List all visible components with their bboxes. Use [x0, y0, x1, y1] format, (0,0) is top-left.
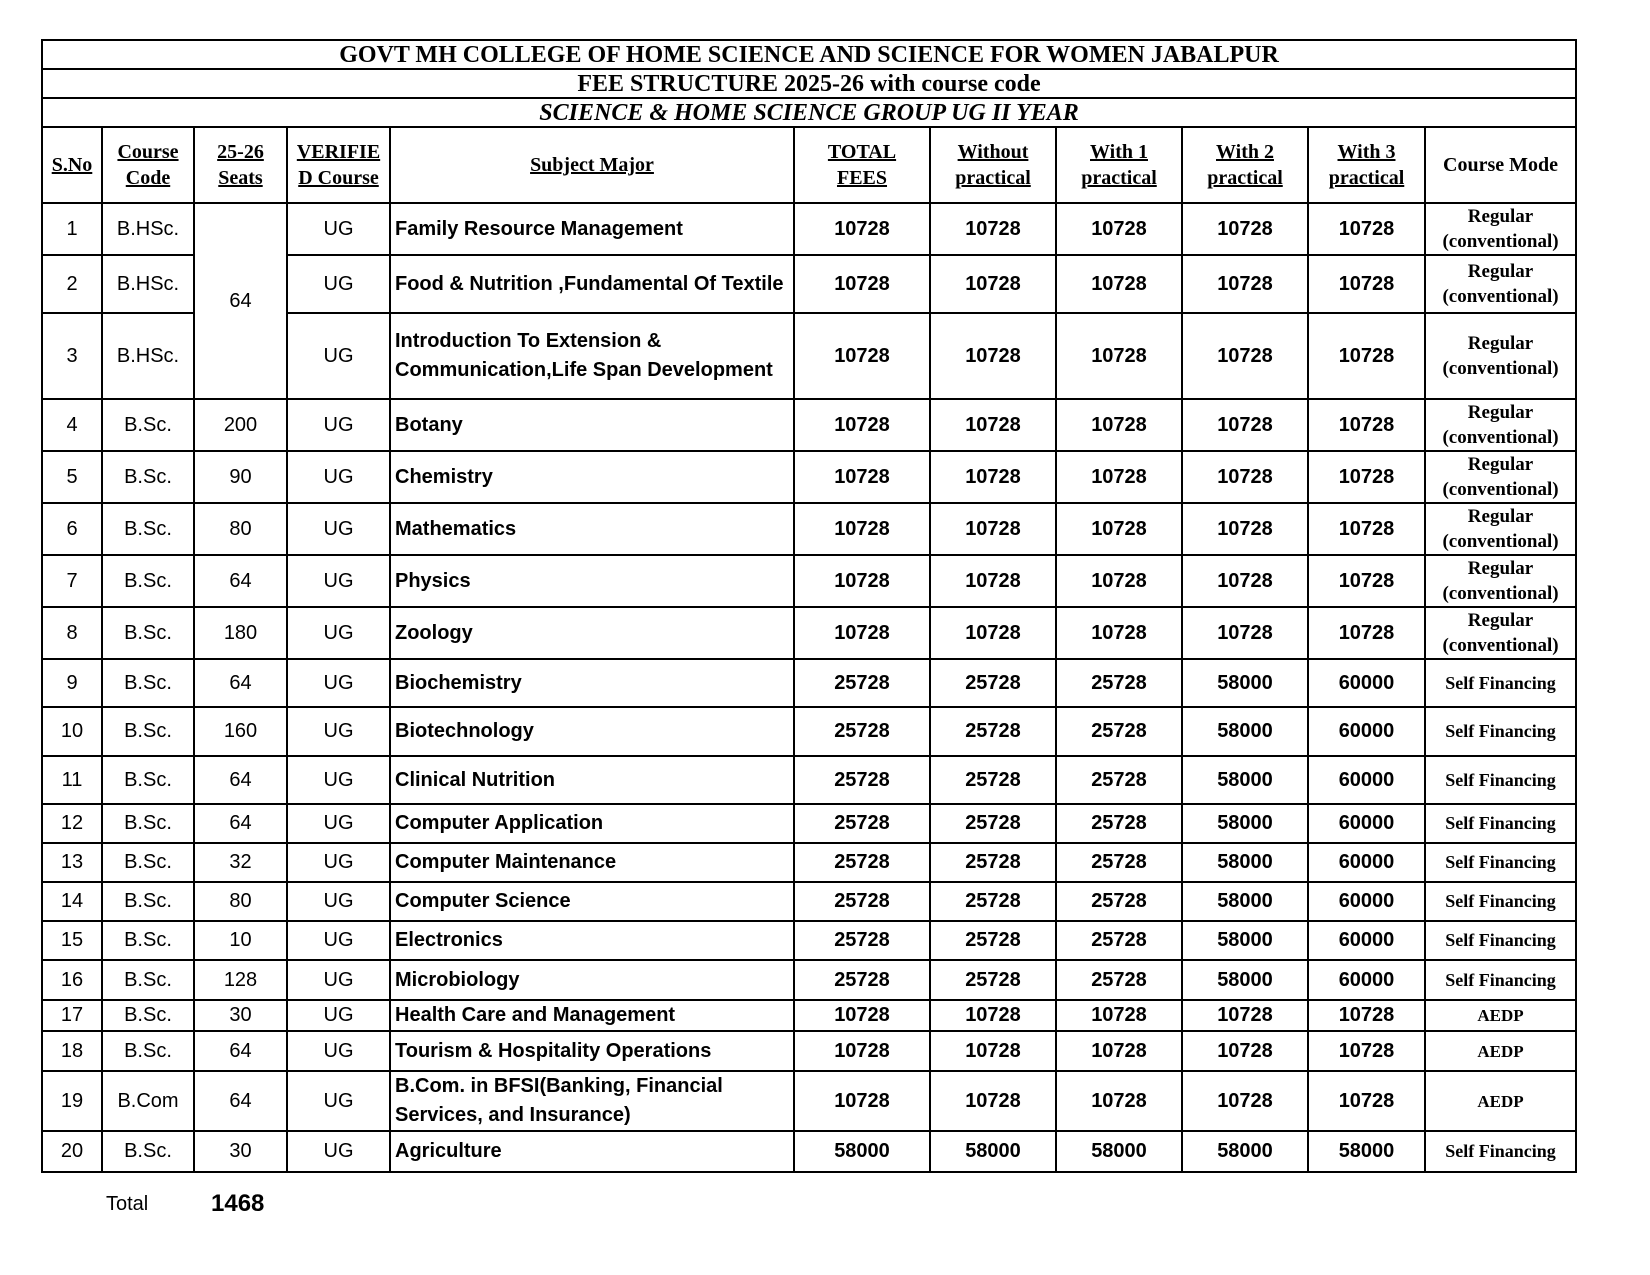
course-mode-cell: Regular (conventional): [1425, 607, 1576, 659]
course-mode-cell: AEDP: [1425, 1071, 1576, 1131]
course-mode-cell: Self Financing: [1425, 756, 1576, 804]
with-2-practical-cell: 10728: [1182, 607, 1308, 659]
verified-course-cell: UG: [287, 1031, 390, 1071]
without-practical-cell: 10728: [930, 503, 1056, 555]
course-mode-cell: Self Financing: [1425, 921, 1576, 960]
header-sno: S.No: [42, 127, 102, 203]
with-3-practical-cell: 60000: [1308, 882, 1425, 921]
header-course-mode: Course Mode: [1425, 127, 1576, 203]
sno-cell: 12: [42, 804, 102, 843]
subject-major-cell: Health Care and Management: [390, 1000, 794, 1031]
with-3-practical-cell: 60000: [1308, 960, 1425, 1000]
verified-course-cell: UG: [287, 451, 390, 503]
sno-cell: 10: [42, 707, 102, 756]
header-seats: 25-26 Seats: [194, 127, 287, 203]
with-1-practical-cell: 10728: [1056, 255, 1182, 313]
with-2-practical-cell: 58000: [1182, 882, 1308, 921]
table-row: [42, 659, 1576, 707]
course-code-cell: B.Sc.: [102, 843, 194, 882]
sno-cell: 19: [42, 1071, 102, 1131]
sno-cell: 1: [42, 203, 102, 255]
with-2-practical-cell: 58000: [1182, 804, 1308, 843]
course-mode-cell: Self Financing: [1425, 960, 1576, 1000]
table-row: [42, 555, 1576, 607]
table-row: [42, 882, 1576, 921]
total-fees-cell: 25728: [794, 921, 930, 960]
title-row-1: [42, 40, 1576, 69]
sno-cell: 7: [42, 555, 102, 607]
fee-structure-table: [41, 39, 1577, 1173]
seats-cell: 64: [194, 756, 287, 804]
subject-major-cell: Agriculture: [390, 1131, 794, 1172]
with-2-practical-cell: 58000: [1182, 960, 1308, 1000]
table-row: [42, 503, 1576, 555]
with-3-practical-cell: 60000: [1308, 756, 1425, 804]
table-row: [42, 756, 1576, 804]
sno-cell: 2: [42, 255, 102, 313]
verified-course-cell: UG: [287, 843, 390, 882]
sno-cell: 14: [42, 882, 102, 921]
subject-major-cell: Computer Maintenance: [390, 843, 794, 882]
subject-major-cell: B.Com. in BFSI(Banking, Financial Services, and Insurance): [390, 1071, 794, 1131]
subject-major-cell: Microbiology: [390, 960, 794, 1000]
table-row: [42, 1131, 1576, 1172]
with-3-practical-cell: 10728: [1308, 313, 1425, 399]
course-code-cell: B.Sc.: [102, 804, 194, 843]
without-practical-cell: 25728: [930, 659, 1056, 707]
verified-course-cell: UG: [287, 399, 390, 451]
without-practical-cell: 10728: [930, 1031, 1056, 1071]
total-fees-cell: 10728: [794, 607, 930, 659]
sno-cell: 6: [42, 503, 102, 555]
with-2-practical-cell: 10728: [1182, 1031, 1308, 1071]
with-2-practical-cell: 58000: [1182, 756, 1308, 804]
course-mode-cell: Regular (conventional): [1425, 313, 1576, 399]
with-1-practical-cell: 10728: [1056, 399, 1182, 451]
with-2-practical-cell: 10728: [1182, 399, 1308, 451]
with-3-practical-cell: 60000: [1308, 921, 1425, 960]
college-title: GOVT MH COLLEGE OF HOME SCIENCE AND SCIENCE FOR WOMEN JABALPUR: [42, 40, 1576, 69]
subject-major-cell: Physics: [390, 555, 794, 607]
total-fees-cell: 25728: [794, 882, 930, 921]
with-1-practical-cell: 25728: [1056, 921, 1182, 960]
with-3-practical-cell: 10728: [1308, 255, 1425, 313]
title-row-2: [42, 69, 1576, 98]
course-code-cell: B.Com: [102, 1071, 194, 1131]
sno-cell: 15: [42, 921, 102, 960]
course-mode-cell: Self Financing: [1425, 1131, 1576, 1172]
total-fees-cell: 25728: [794, 756, 930, 804]
subject-major-cell: Introduction To Extension & Communication,Life Span Development: [390, 313, 794, 399]
with-2-practical-cell: 10728: [1182, 503, 1308, 555]
group-title: SCIENCE & HOME SCIENCE GROUP UG II YEAR: [42, 98, 1576, 127]
total-fees-cell: 10728: [794, 503, 930, 555]
seats-cell: 64: [194, 804, 287, 843]
course-code-cell: B.HSc.: [102, 203, 194, 255]
without-practical-cell: 10728: [930, 1000, 1056, 1031]
verified-course-cell: UG: [287, 804, 390, 843]
with-3-practical-cell: 60000: [1308, 804, 1425, 843]
seats-cell: 200: [194, 399, 287, 451]
with-1-practical-cell: 10728: [1056, 451, 1182, 503]
with-1-practical-cell: 10728: [1056, 607, 1182, 659]
course-code-cell: B.Sc.: [102, 451, 194, 503]
fee-structure-title: FEE STRUCTURE 2025-26 with course code: [42, 69, 1576, 98]
with-1-practical-cell: 25728: [1056, 960, 1182, 1000]
subject-major-cell: Electronics: [390, 921, 794, 960]
without-practical-cell: 10728: [930, 607, 1056, 659]
course-code-cell: B.Sc.: [102, 555, 194, 607]
subject-major-cell: Tourism & Hospitality Operations: [390, 1031, 794, 1071]
header-verified-course: VERIFIE D Course: [287, 127, 390, 203]
with-1-practical-cell: 10728: [1056, 203, 1182, 255]
sno-cell: 13: [42, 843, 102, 882]
table-row: [42, 1071, 1576, 1131]
course-code-cell: B.Sc.: [102, 659, 194, 707]
verified-course-cell: UG: [287, 313, 390, 399]
header-with-1-practical: With 1 practical: [1056, 127, 1182, 203]
table-row: [42, 1031, 1576, 1071]
with-1-practical-cell: 10728: [1056, 1031, 1182, 1071]
header-without-practical: Without practical: [930, 127, 1056, 203]
sno-cell: 17: [42, 1000, 102, 1031]
course-code-cell: B.Sc.: [102, 1000, 194, 1031]
with-2-practical-cell: 10728: [1182, 451, 1308, 503]
sno-cell: 20: [42, 1131, 102, 1172]
header-subject-major: Subject Major: [390, 127, 794, 203]
title-row-3: [42, 98, 1576, 127]
subject-major-cell: Family Resource Management: [390, 203, 794, 255]
course-mode-cell: Self Financing: [1425, 707, 1576, 756]
without-practical-cell: 58000: [930, 1131, 1056, 1172]
verified-course-cell: UG: [287, 555, 390, 607]
without-practical-cell: 25728: [930, 756, 1056, 804]
subject-major-cell: Zoology: [390, 607, 794, 659]
seats-cell: 80: [194, 503, 287, 555]
seats-cell: 90: [194, 451, 287, 503]
with-1-practical-cell: 10728: [1056, 1000, 1182, 1031]
total-fees-cell: 10728: [794, 1000, 930, 1031]
with-2-practical-cell: 58000: [1182, 843, 1308, 882]
with-2-practical-cell: 10728: [1182, 555, 1308, 607]
verified-course-cell: UG: [287, 1071, 390, 1131]
with-1-practical-cell: 25728: [1056, 659, 1182, 707]
table-row: [42, 607, 1576, 659]
seats-cell: 30: [194, 1131, 287, 1172]
with-3-practical-cell: 10728: [1308, 1000, 1425, 1031]
course-code-cell: B.Sc.: [102, 1131, 194, 1172]
with-3-practical-cell: 60000: [1308, 843, 1425, 882]
table-row: [42, 451, 1576, 503]
with-2-practical-cell: 58000: [1182, 921, 1308, 960]
seats-cell: 64: [194, 555, 287, 607]
header-row: [42, 127, 1576, 203]
with-1-practical-cell: 25728: [1056, 707, 1182, 756]
course-code-cell: B.Sc.: [102, 882, 194, 921]
sno-cell: 3: [42, 313, 102, 399]
course-code-cell: B.Sc.: [102, 399, 194, 451]
header-with-2-practical: With 2 practical: [1182, 127, 1308, 203]
total-fees-cell: 10728: [794, 255, 930, 313]
subject-major-cell: Food & Nutrition ,Fundamental Of Textile: [390, 255, 794, 313]
with-2-practical-cell: 58000: [1182, 707, 1308, 756]
without-practical-cell: 10728: [930, 399, 1056, 451]
total-fees-cell: 25728: [794, 843, 930, 882]
course-mode-cell: Regular (conventional): [1425, 451, 1576, 503]
course-mode-cell: Regular (conventional): [1425, 399, 1576, 451]
sno-cell: 4: [42, 399, 102, 451]
subject-major-cell: Chemistry: [390, 451, 794, 503]
with-1-practical-cell: 25728: [1056, 756, 1182, 804]
subject-major-cell: Mathematics: [390, 503, 794, 555]
seats-cell: 64: [194, 1031, 287, 1071]
course-mode-cell: AEDP: [1425, 1000, 1576, 1031]
course-mode-cell: Regular (conventional): [1425, 503, 1576, 555]
seats-cell: 128: [194, 960, 287, 1000]
verified-course-cell: UG: [287, 882, 390, 921]
verified-course-cell: UG: [287, 756, 390, 804]
total-fees-cell: 58000: [794, 1131, 930, 1172]
sno-cell: 11: [42, 756, 102, 804]
course-mode-cell: Regular (conventional): [1425, 255, 1576, 313]
subject-major-cell: Computer Science: [390, 882, 794, 921]
course-code-cell: B.Sc.: [102, 756, 194, 804]
with-1-practical-cell: 10728: [1056, 503, 1182, 555]
seats-cell: 32: [194, 843, 287, 882]
total-fees-cell: 10728: [794, 203, 930, 255]
total-fees-cell: 10728: [794, 451, 930, 503]
without-practical-cell: 10728: [930, 203, 1056, 255]
without-practical-cell: 25728: [930, 960, 1056, 1000]
with-3-practical-cell: 60000: [1308, 707, 1425, 756]
total-fees-cell: 10728: [794, 313, 930, 399]
with-3-practical-cell: 10728: [1308, 203, 1425, 255]
with-3-practical-cell: 10728: [1308, 555, 1425, 607]
course-code-cell: B.HSc.: [102, 313, 194, 399]
course-code-cell: B.Sc.: [102, 960, 194, 1000]
with-2-practical-cell: 10728: [1182, 203, 1308, 255]
subject-major-cell: Biochemistry: [390, 659, 794, 707]
table-row: [42, 399, 1576, 451]
sno-cell: 5: [42, 451, 102, 503]
with-3-practical-cell: 10728: [1308, 503, 1425, 555]
without-practical-cell: 10728: [930, 555, 1056, 607]
table-row: [42, 843, 1576, 882]
subject-major-cell: Biotechnology: [390, 707, 794, 756]
with-1-practical-cell: 25728: [1056, 882, 1182, 921]
with-2-practical-cell: 10728: [1182, 1000, 1308, 1031]
header-total-fees: TOTAL FEES: [794, 127, 930, 203]
table-row: [42, 203, 1576, 255]
with-2-practical-cell: 10728: [1182, 1071, 1308, 1131]
course-code-cell: B.Sc.: [102, 607, 194, 659]
course-code-cell: B.Sc.: [102, 1031, 194, 1071]
seats-cell: 64: [194, 1071, 287, 1131]
verified-course-cell: UG: [287, 607, 390, 659]
verified-course-cell: UG: [287, 1000, 390, 1031]
course-mode-cell: Regular (conventional): [1425, 555, 1576, 607]
with-1-practical-cell: 10728: [1056, 313, 1182, 399]
total-fees-cell: 25728: [794, 804, 930, 843]
without-practical-cell: 10728: [930, 1071, 1056, 1131]
without-practical-cell: 25728: [930, 921, 1056, 960]
sno-cell: 16: [42, 960, 102, 1000]
subject-major-cell: Computer Application: [390, 804, 794, 843]
seats-cell: 180: [194, 607, 287, 659]
without-practical-cell: 25728: [930, 804, 1056, 843]
course-mode-cell: Self Financing: [1425, 804, 1576, 843]
table-row: [42, 1000, 1576, 1031]
total-label: Total: [106, 1193, 149, 1215]
with-1-practical-cell: 10728: [1056, 1071, 1182, 1131]
with-2-practical-cell: 58000: [1182, 659, 1308, 707]
total-fees-cell: 10728: [794, 555, 930, 607]
with-2-practical-cell: 10728: [1182, 313, 1308, 399]
with-2-practical-cell: 58000: [1182, 1131, 1308, 1172]
without-practical-cell: 10728: [930, 451, 1056, 503]
table-row: [42, 804, 1576, 843]
total-seats-value: 1468: [211, 1190, 265, 1217]
total-fees-cell: 10728: [794, 1071, 930, 1131]
seats-cell: 30: [194, 1000, 287, 1031]
verified-course-cell: UG: [287, 255, 390, 313]
total-fees-cell: 25728: [794, 659, 930, 707]
without-practical-cell: 25728: [930, 843, 1056, 882]
with-1-practical-cell: 25728: [1056, 843, 1182, 882]
with-3-practical-cell: 10728: [1308, 451, 1425, 503]
course-code-cell: B.HSc.: [102, 255, 194, 313]
header-with-3-practical: With 3 practical: [1308, 127, 1425, 203]
table-row: [42, 707, 1576, 756]
with-1-practical-cell: 58000: [1056, 1131, 1182, 1172]
seats-cell: 64: [194, 659, 287, 707]
total-fees-cell: 10728: [794, 1031, 930, 1071]
total-fees-cell: 10728: [794, 399, 930, 451]
course-code-cell: B.Sc.: [102, 707, 194, 756]
subject-major-cell: Botany: [390, 399, 794, 451]
seats-cell-merged: 64: [194, 203, 287, 399]
verified-course-cell: UG: [287, 960, 390, 1000]
sno-cell: 8: [42, 607, 102, 659]
course-mode-cell: AEDP: [1425, 1031, 1576, 1071]
total-fees-cell: 25728: [794, 960, 930, 1000]
table-row: [42, 960, 1576, 1000]
subject-major-cell: Clinical Nutrition: [390, 756, 794, 804]
with-3-practical-cell: 58000: [1308, 1131, 1425, 1172]
verified-course-cell: UG: [287, 503, 390, 555]
seats-cell: 160: [194, 707, 287, 756]
with-2-practical-cell: 10728: [1182, 255, 1308, 313]
verified-course-cell: UG: [287, 659, 390, 707]
course-mode-cell: Regular (conventional): [1425, 203, 1576, 255]
total-fees-cell: 25728: [794, 707, 930, 756]
header-course-code: Course Code: [102, 127, 194, 203]
course-mode-cell: Self Financing: [1425, 843, 1576, 882]
course-code-cell: B.Sc.: [102, 503, 194, 555]
sno-cell: 9: [42, 659, 102, 707]
seats-cell: 80: [194, 882, 287, 921]
verified-course-cell: UG: [287, 1131, 390, 1172]
course-code-cell: B.Sc.: [102, 921, 194, 960]
with-3-practical-cell: 10728: [1308, 607, 1425, 659]
without-practical-cell: 25728: [930, 882, 1056, 921]
with-3-practical-cell: 60000: [1308, 659, 1425, 707]
verified-course-cell: UG: [287, 707, 390, 756]
verified-course-cell: UG: [287, 203, 390, 255]
verified-course-cell: UG: [287, 921, 390, 960]
seats-cell: 10: [194, 921, 287, 960]
without-practical-cell: 10728: [930, 255, 1056, 313]
without-practical-cell: 10728: [930, 313, 1056, 399]
table-row: [42, 921, 1576, 960]
without-practical-cell: 25728: [930, 707, 1056, 756]
with-1-practical-cell: 25728: [1056, 804, 1182, 843]
sno-cell: 18: [42, 1031, 102, 1071]
with-1-practical-cell: 10728: [1056, 555, 1182, 607]
course-mode-cell: Self Financing: [1425, 659, 1576, 707]
with-3-practical-cell: 10728: [1308, 399, 1425, 451]
with-3-practical-cell: 10728: [1308, 1071, 1425, 1131]
course-mode-cell: Self Financing: [1425, 882, 1576, 921]
with-3-practical-cell: 10728: [1308, 1031, 1425, 1071]
